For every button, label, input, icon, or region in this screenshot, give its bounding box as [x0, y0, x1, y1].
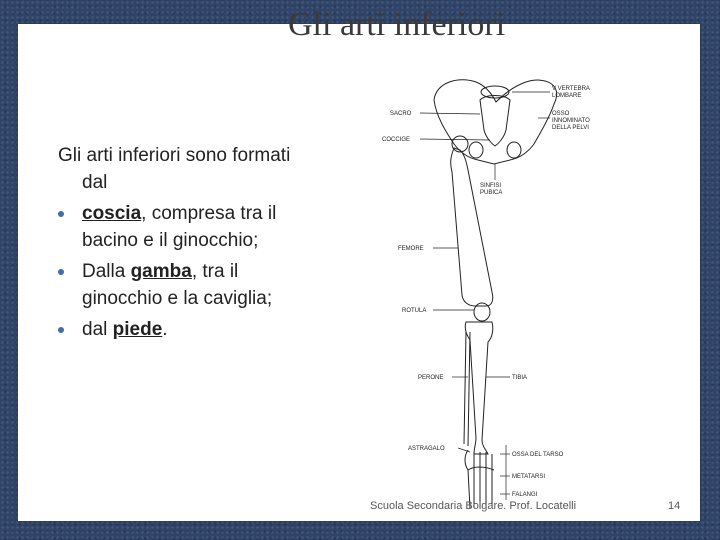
- obturator-left: [469, 142, 483, 158]
- leg-skeleton-diagram: [364, 60, 614, 510]
- label-coccige: COCCIGE: [382, 137, 411, 143]
- page-number: 14: [668, 500, 681, 512]
- sacrum-shape: [480, 96, 510, 147]
- bullet-item-gamba: [58, 258, 318, 312]
- fibula-shape: [464, 332, 470, 446]
- bullet-icon: [58, 211, 64, 217]
- label-osso-2: INNOMINATO: [552, 118, 590, 124]
- bullet-before: Dalla: [82, 261, 131, 282]
- slide: [18, 6, 700, 521]
- obturator-right: [507, 142, 521, 158]
- bullet-item-coscia: [58, 200, 318, 254]
- label-tibia: TIBIA: [512, 375, 528, 381]
- label-perone: PERONE: [418, 375, 444, 381]
- bullet-before: dal: [82, 319, 113, 340]
- label-falangi: FALANGI: [512, 492, 538, 498]
- bullet-icon: [58, 327, 64, 333]
- keyword-piede: piede: [112, 319, 163, 340]
- label-osso-3: DELLA PELVI: [552, 125, 589, 131]
- label-vertebra-1: V VERTEBRA: [552, 86, 590, 92]
- label-tarso: OSSA DEL TARSO: [512, 452, 564, 458]
- slide-title-fragment: Gli arti inferiori: [288, 6, 506, 43]
- bullet-after: .: [162, 319, 168, 340]
- bullet-item-piede: [58, 316, 318, 343]
- femur-shape: [451, 148, 493, 306]
- label-sinfisi-2: PUBICA: [480, 190, 503, 196]
- label-sacro: SACRO: [390, 111, 412, 117]
- label-sinfisi-1: SINFISI: [480, 183, 502, 189]
- label-femore: FEMORE: [398, 246, 424, 252]
- label-astragalo: ASTRAGALO: [408, 446, 445, 452]
- bullet-after: , compresa tra il bacino e il ginocchio;: [82, 203, 277, 251]
- bullet-list: [58, 142, 318, 347]
- label-vertebra-2: LOMBARE: [552, 93, 582, 99]
- label-rotula: ROTULA: [402, 308, 427, 314]
- keyword-gamba: gamba: [130, 261, 192, 282]
- vertebra-shape: [481, 86, 509, 98]
- bullet-icon: [58, 269, 64, 275]
- label-metatarsi: METATARSI: [512, 474, 545, 480]
- bullet-after: , tra il ginocchio e la caviglia;: [82, 261, 273, 309]
- label-osso-1: OSSO: [552, 111, 570, 117]
- keyword-coscia: coscia: [82, 203, 142, 224]
- slide-footer: Scuola Secondaria Bolgare. Prof. Locatelli: [370, 500, 577, 512]
- intro-text: Gli arti inferiori sono formati dal: [58, 145, 291, 193]
